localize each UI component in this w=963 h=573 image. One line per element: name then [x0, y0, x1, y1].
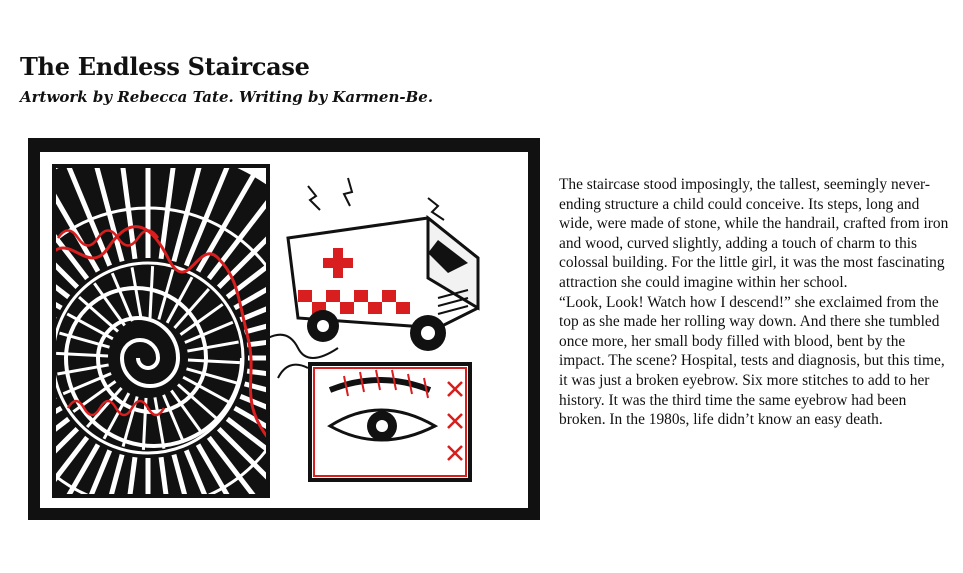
stitched-eye-illustration: [310, 364, 470, 480]
story-paragraph: The staircase stood imposingly, the tallest, seemingly never-ending structure a child could conceive. Its steps, long and wide, were made of stone, while the handrail, crafted from iron and wood, curved slightly, adding a touch of charm to this colossal building. For the little girl, it was the most fascinating attraction she could imagine within her school.: [559, 176, 949, 291]
story-paragraph: “Look, Look! Watch how I descend!” she exclaimed from the top as she made her rolling way down. And there she tumbled once more, her small body filled with blood, bent by the impact. The scene? Hospital, tests and diagnosis, but this time, it was just a broken eyebrow. Six more stitches to add to her history. It was the third time the same eyebrow had been broken. In the 1980s, life didn’t know an easy death.: [559, 293, 945, 429]
artwork-panel: [28, 138, 540, 520]
article-byline: Artwork by Rebecca Tate. Writing by Karmen-Be.: [20, 88, 434, 106]
story-text: [559, 175, 951, 430]
article-title: The Endless Staircase: [20, 52, 310, 81]
artwork-illustration: [28, 138, 540, 520]
